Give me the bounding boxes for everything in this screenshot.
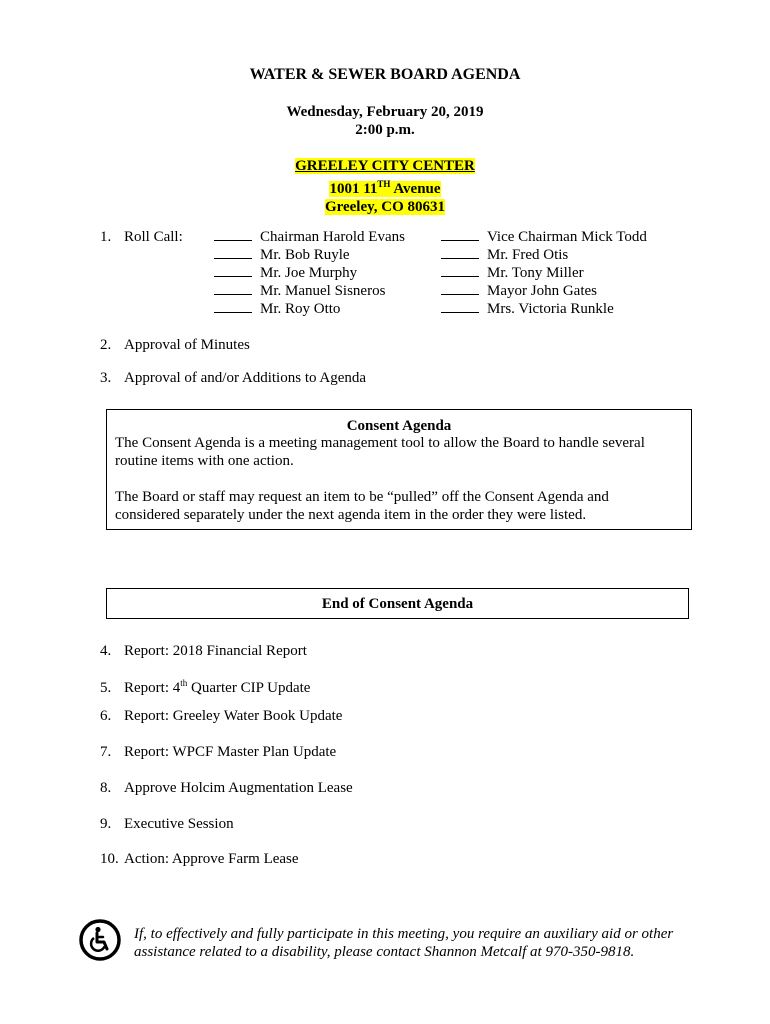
checkbox-line: [441, 246, 479, 259]
consent-agenda-note: The Board or staff may request an item to be “pulled” off the Consent Agenda and considered separately under the next agenda item in the order they were listed.: [115, 489, 609, 523]
location-address: 1001 11TH Avenue: [329, 179, 441, 197]
location-city: Greeley, CO 80631: [324, 199, 446, 215]
roll-call-entry: Mr. Roy Otto: [214, 300, 340, 318]
roll-call-entry: Mrs. Victoria Runkle: [441, 300, 614, 318]
agenda-item: 2. Approval of Minutes: [100, 337, 250, 353]
end-consent-agenda-box: [106, 588, 689, 619]
roll-call-entry: Chairman Harold Evans: [214, 228, 405, 246]
roll-call-entry: Mr. Fred Otis: [441, 246, 568, 264]
checkbox-line: [214, 246, 252, 259]
roll-call-entry: Mr. Bob Ruyle: [214, 246, 350, 264]
agenda-item: 4. Report: 2018 Financial Report: [100, 643, 307, 659]
checkbox-line: [441, 264, 479, 277]
checkbox-line: [441, 228, 479, 241]
agenda-item: 6. Report: Greeley Water Book Update: [100, 708, 343, 724]
roll-call-entry: Mr. Manuel Sisneros: [214, 282, 385, 300]
page-title: WATER & SEWER BOARD AGENDA: [249, 66, 521, 83]
location-block: [0, 157, 770, 216]
checkbox-line: [441, 300, 479, 313]
location-name: GREELEY CITY CENTER: [295, 158, 475, 174]
agenda-item: 8. Approve Holcim Augmentation Lease: [100, 780, 353, 796]
roll-call-entry: Mr. Joe Murphy: [214, 264, 357, 282]
roll-call-entry: Vice Chairman Mick Todd: [441, 228, 647, 246]
accessibility-notice: If, to effectively and fully participate in this meeting, you require an auxiliary aid or other assistance related to a disability, please contact Shannon Metcalf at 970-350-9818.: [134, 926, 674, 960]
checkbox-line: [214, 264, 252, 277]
roll-call-label: 1. Roll Call:: [100, 229, 183, 245]
agenda-item: 7. Report: WPCF Master Plan Update: [100, 744, 337, 760]
meeting-time: 2:00 p.m.: [355, 122, 415, 138]
checkbox-line: [214, 228, 252, 241]
agenda-item: 9. Executive Session: [100, 816, 234, 832]
end-consent-agenda-label: End of Consent Agenda: [321, 596, 474, 612]
agenda-item: 5. Report: 4th Quarter CIP Update: [100, 678, 311, 696]
meeting-date: Wednesday, February 20, 2019: [286, 104, 484, 120]
agenda-item: 10. Action: Approve Farm Lease: [100, 851, 299, 867]
roll-call-entry: Mayor John Gates: [441, 282, 597, 300]
accessibility-icon: [78, 918, 122, 962]
consent-agenda-title: Consent Agenda: [346, 418, 452, 434]
roll-call-entry: Mr. Tony Miller: [441, 264, 584, 282]
agenda-item: 3. Approval of and/or Additions to Agenda: [100, 370, 367, 386]
checkbox-line: [214, 300, 252, 313]
consent-agenda-box: [106, 409, 692, 530]
consent-agenda-description: The Consent Agenda is a meeting management tool to allow the Board to handle several routine items with one action.: [115, 435, 645, 469]
checkbox-line: [441, 282, 479, 295]
checkbox-line: [214, 282, 252, 295]
